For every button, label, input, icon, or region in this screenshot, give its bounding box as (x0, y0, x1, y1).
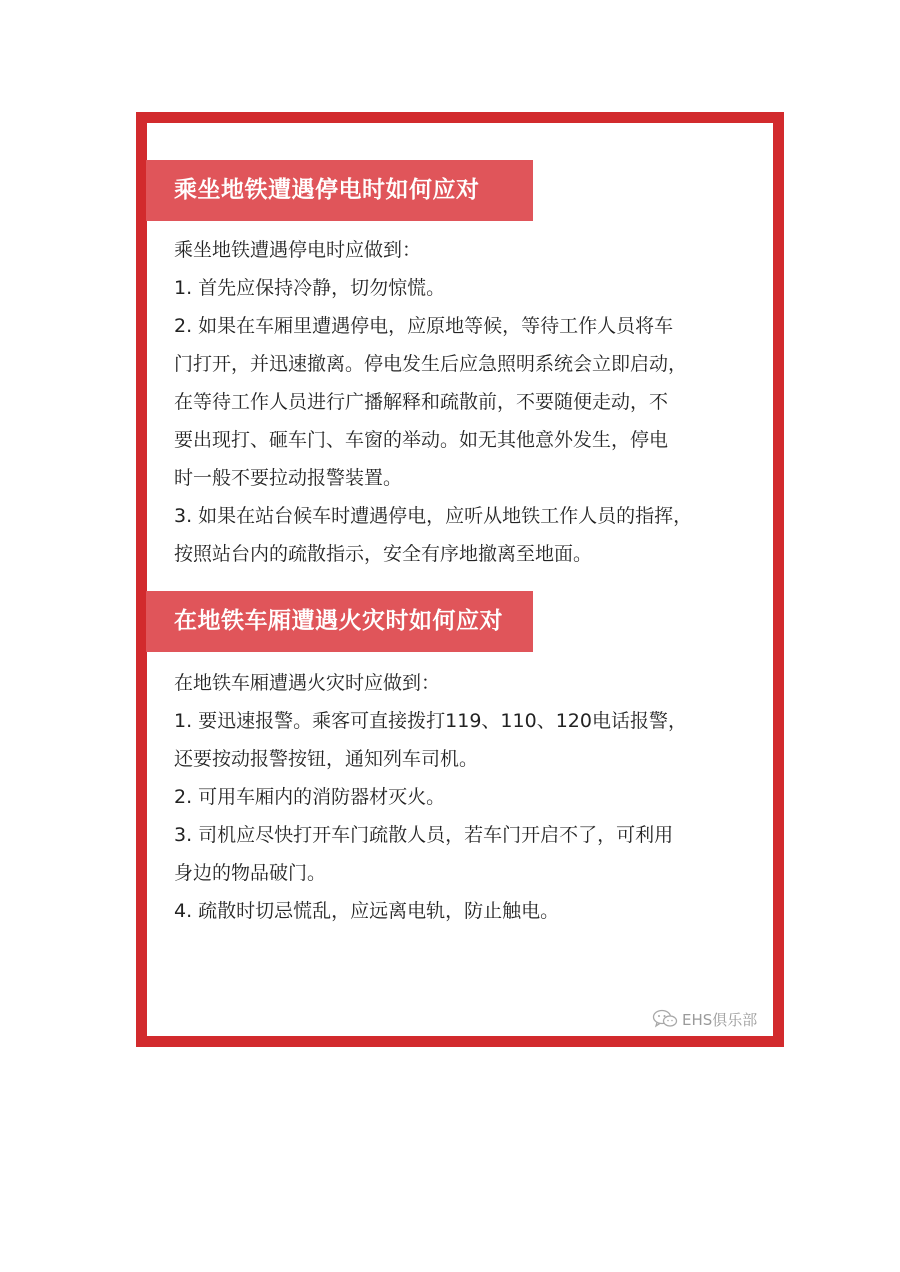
body-line: 3. 如果在站台候车时遭遇停电，应听从地铁工作人员的指挥， (174, 505, 693, 527)
section-body-power-outage (174, 231, 754, 573)
body-line: 2. 如果在车厢里遭遇停电，应原地等候，等待工作人员将车 (174, 315, 674, 337)
body-line: 乘坐地铁遭遇停电时应做到： (174, 239, 422, 261)
body-line: 在地铁车厢遭遇火灾时应做到： (174, 672, 441, 694)
body-line: 1. 要迅速报警。乘客可直接拨打119、110、120电话报警， (174, 710, 687, 732)
body-line: 要出现打、砸车门、车窗的举动。如无其他意外发生，停电 (174, 429, 669, 451)
body-line: 时一般不要拉动报警装置。 (174, 467, 403, 489)
body-line: 1. 首先应保持冷静，切勿惊慌。 (174, 277, 446, 299)
watermark-text: EHS俱乐部 (682, 1010, 758, 1029)
body-line: 按照站台内的疏散指示，安全有序地撤离至地面。 (174, 543, 593, 565)
body-line: 门打开，并迅速撤离。停电发生后应急照明系统会立即启动， (174, 353, 688, 375)
body-line: 3. 司机应尽快打开车门疏散人员，若车门开启不了，可利用 (174, 824, 674, 846)
wechat-icon (652, 1009, 678, 1029)
body-line: 身边的物品破门。 (174, 862, 327, 884)
section-body-fire (174, 664, 754, 930)
watermark (652, 1008, 757, 1030)
body-line: 在等待工作人员进行广播解释和疏散前，不要随便走动，不 (174, 391, 669, 413)
body-line: 还要按动报警按钮，通知列车司机。 (174, 748, 479, 770)
body-line: 2. 可用车厢内的消防器材灭火。 (174, 786, 446, 808)
body-line: 4. 疏散时切忌慌乱，应远离电轨，防止触电。 (174, 900, 560, 922)
section-title-fire: 在地铁车厢遭遇火灾时如何应对 (146, 591, 533, 652)
section-title-power-outage: 乘坐地铁遭遇停电时如何应对 (146, 160, 533, 221)
